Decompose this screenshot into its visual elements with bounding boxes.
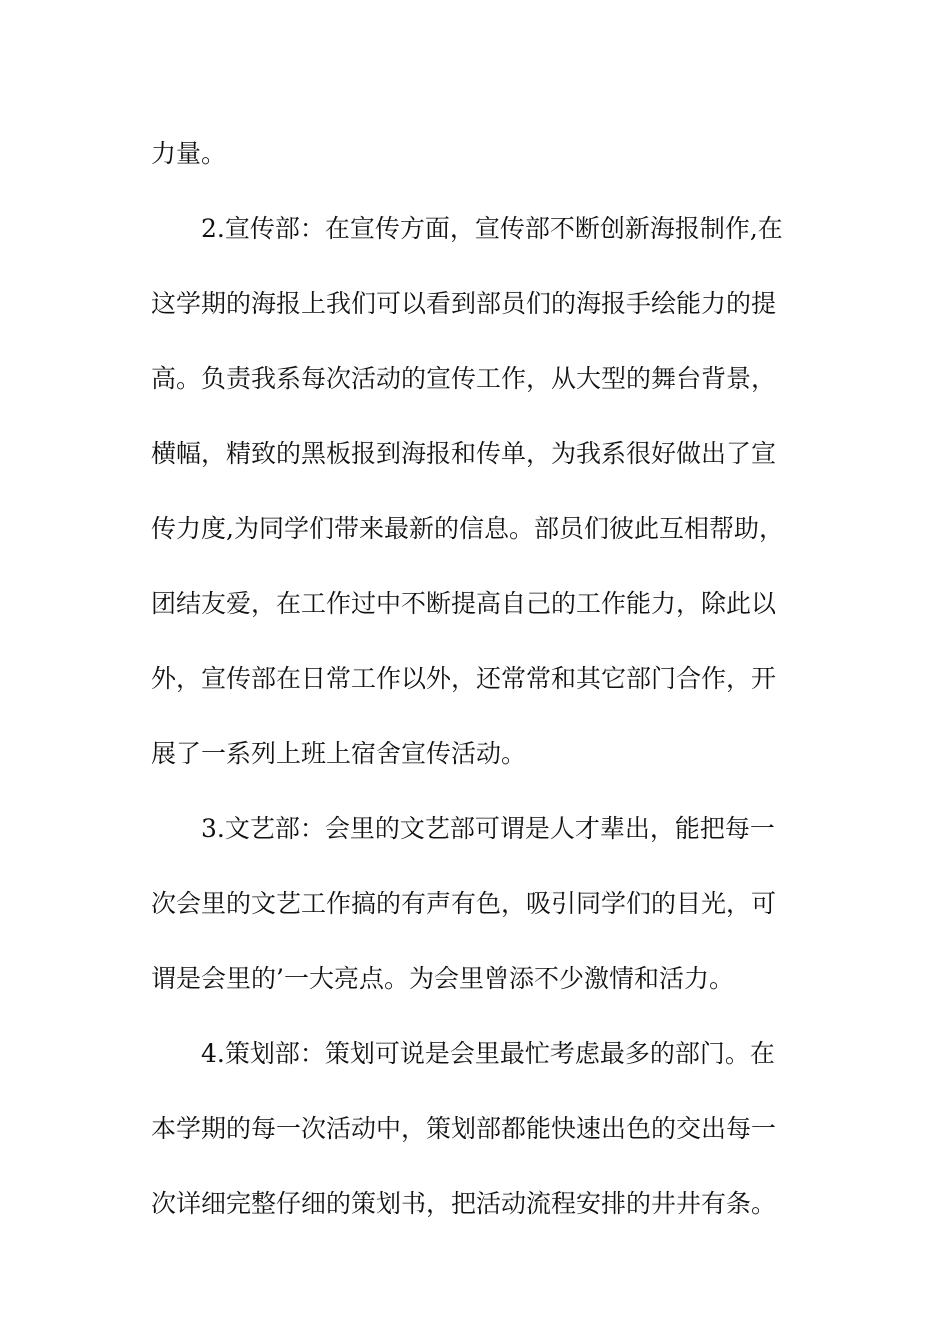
text-line: 谓是会里的’一大亮点。为会里曾添不少激情和活力。 xyxy=(151,964,734,993)
paragraph-first-line: 2.宣传部：在宣传方面，宣传部不断创新海报制作,在 xyxy=(201,214,783,243)
document-body xyxy=(151,126,801,1251)
paragraph-first-line: 3.文艺部：会里的文艺部可谓是人才辈出，能把每一 xyxy=(201,814,775,843)
text-line: 外，宣传部在日常工作以外，还常常和其它部门合作，开 xyxy=(151,664,777,693)
text-line: 传力度,为同学们带来最新的信息。部员们彼此互相帮助， xyxy=(151,514,784,543)
text-line: 本学期的每一次活动中，策划部都能快速出色的交出每一 xyxy=(151,1114,777,1143)
text-line: 次会里的文艺工作搞的有声有色，吸引同学们的目光，可 xyxy=(151,889,777,918)
text-line: 横幅，精致的黑板报到海报和传单，为我系很好做出了宣 xyxy=(151,439,777,468)
text-line: 这学期的海报上我们可以看到部员们的海报手绘能力的提 xyxy=(151,289,777,318)
text-line: 高。负责我系每次活动的宣传工作，从大型的舞台背景， xyxy=(151,364,777,393)
text-line: 力量。 xyxy=(151,139,227,168)
paragraph-first-line: 4.策划部：策划可说是会里最忙考虑最多的部门。在 xyxy=(201,1039,775,1068)
text-line: 团结友爱，在工作过中不断提高自己的工作能力，除此以 xyxy=(151,589,777,618)
text-line: 展了一系列上班上宿舍宣传活动。 xyxy=(151,739,527,768)
text-line: 次详细完整仔细的策划书，把活动流程安排的井井有条。 xyxy=(151,1189,777,1218)
